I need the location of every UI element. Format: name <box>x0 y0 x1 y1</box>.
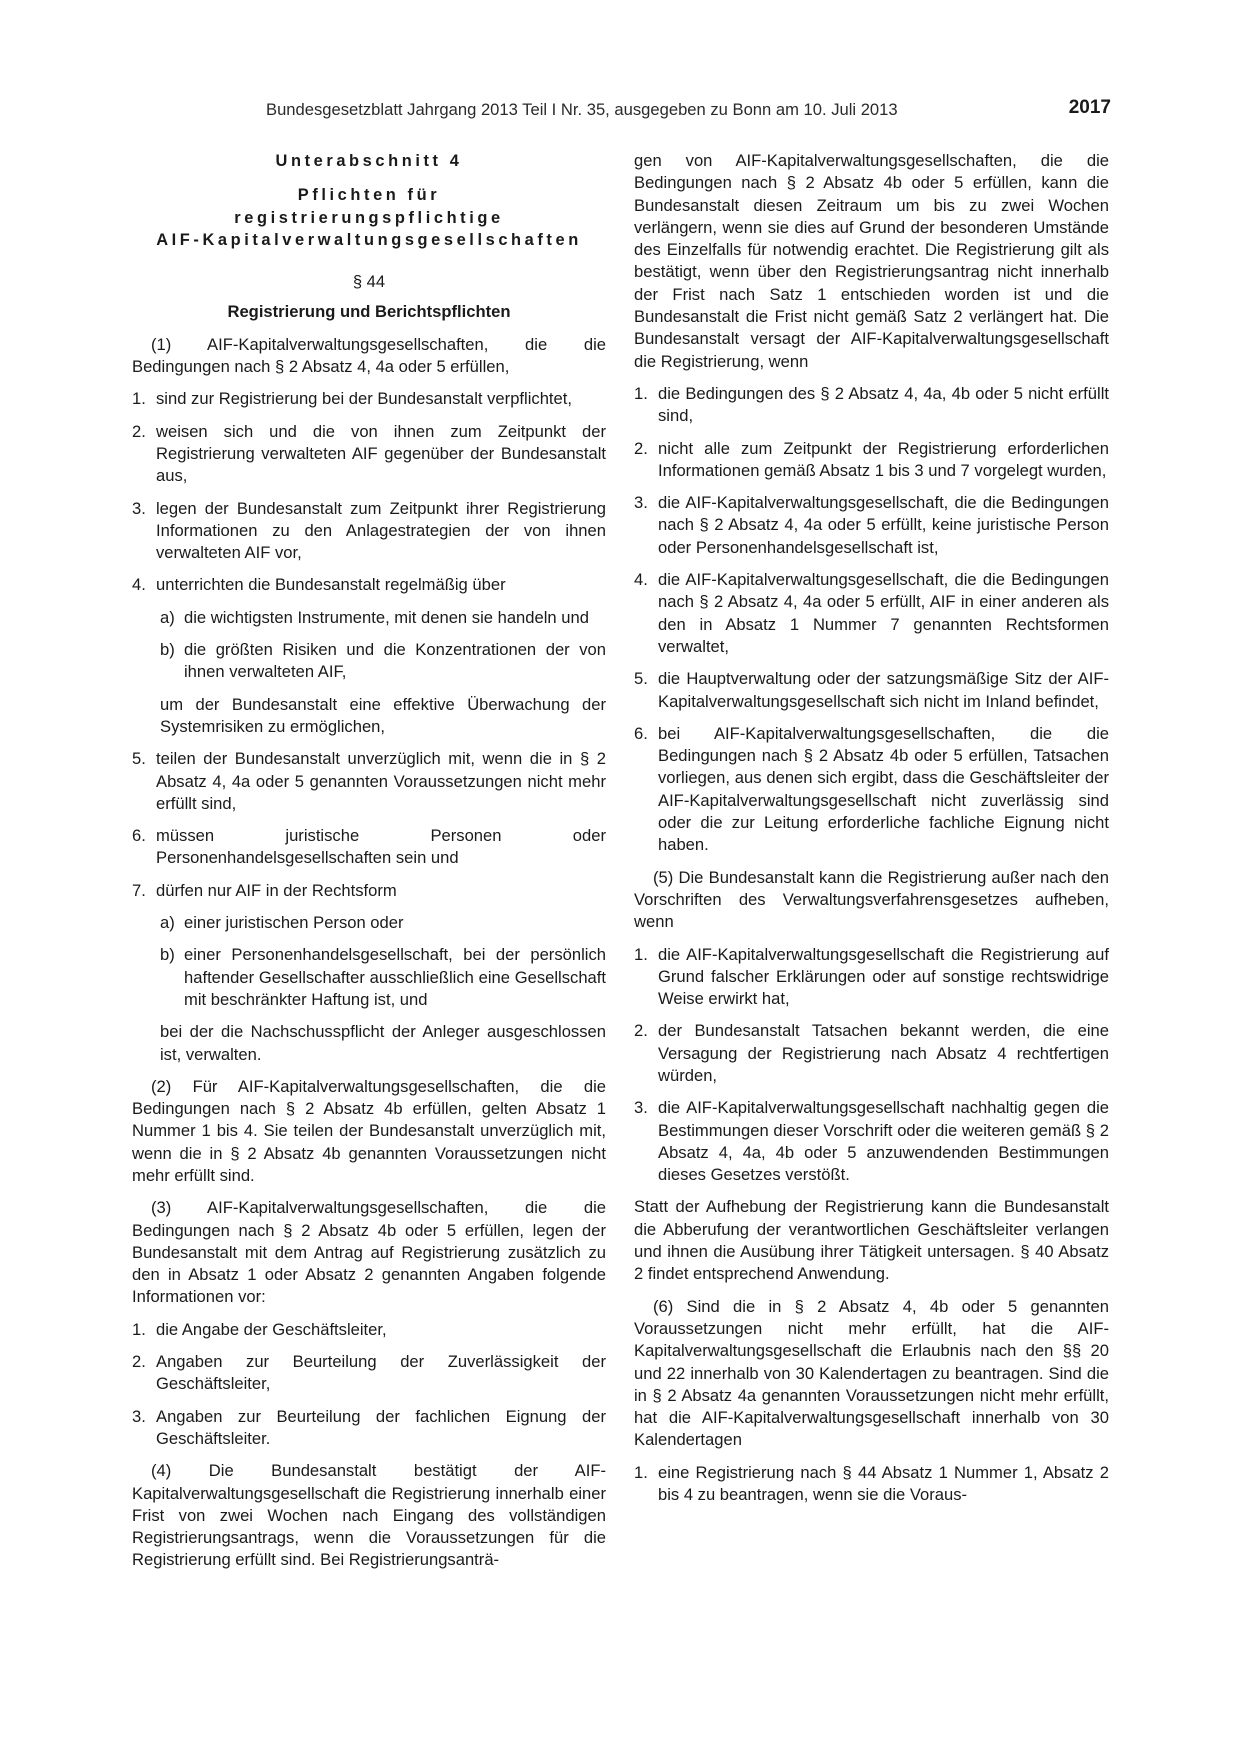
list-item <box>132 574 606 596</box>
list-item-number: 1. <box>634 1462 648 1482</box>
page-header <box>266 97 1111 126</box>
sub-list-item <box>160 607 606 629</box>
paragraph-5: (5) Die Bundesanstalt kann die Registrierung außer nach den Vorschriften des Verwaltungsverfahrensgesetzes aufheben, wenn <box>634 867 1109 932</box>
list-item-text: die Hauptverwaltung oder der satzungsmäßige Sitz der AIF-Kapitalverwaltungsgesellschaft sich nicht im Inland befindet, <box>658 669 1109 711</box>
list-item-number: 5. <box>132 749 146 769</box>
list-item-number: 5. <box>634 669 648 689</box>
header-title: Bundesgesetzblatt Jahrgang 2013 Teil I Nr. 35, ausgegeben zu Bonn am 10. Juli 2013 <box>266 100 898 119</box>
paragraph-2: (2) Für AIF-Kapitalverwaltungsgesellschaften, die die Bedingungen nach § 2 Absatz 4b erfüllen, gelten Absatz 1 Nummer 1 bis 4. Sie teilen der Bundesanstalt unverzüglich mit, wenn die in § 2 Absatz 4b genannten Voraussetzungen nicht mehr erfüllt sind. <box>132 1076 606 1185</box>
subsection-heading: Unterabschnitt 4 <box>275 152 463 170</box>
list-item <box>634 438 1109 483</box>
list-item <box>132 421 606 488</box>
list-item-number: 7. <box>132 880 146 900</box>
list-item <box>634 383 1109 428</box>
list-item <box>132 388 606 410</box>
paragraph-4: (4) Die Bundesanstalt bestätigt der AIF-Kapitalverwaltungsgesellschaft die Registrierung innerhalb einer Frist von zwei Wochen nach Eingang des vollständigen Registrierungsantrags, wenn die Voraussetzungen für die Registrierung erfüllt sind. Bei Registrierungsanträ- <box>132 1461 606 1570</box>
list-item-text: dürfen nur AIF in der Rechtsform <box>156 880 397 900</box>
list-item <box>634 723 1109 857</box>
list-item-text: müssen juristische Personen oder Personenhandelsgesellschaften sein und <box>156 826 606 868</box>
list-item-text: die wichtigsten Instrumente, mit denen sie handeln und <box>184 607 589 627</box>
list-item-number: 1. <box>132 389 146 409</box>
list-item-number: 3. <box>634 1098 648 1118</box>
list-item-number: 1. <box>634 383 648 403</box>
item-7-continuation: bei der die Nachschusspflicht der Anleger ausgeschlossen ist, verwalten. <box>160 1022 606 1064</box>
list-item-text: die Angabe der Geschäftsleiter, <box>156 1319 387 1339</box>
list-item-text: unterrichten die Bundesanstalt regelmäßig über <box>156 575 506 595</box>
paragraph-4-continuation: gen von AIF-Kapitalverwaltungsgesellschaften, die die Bedingungen nach § 2 Absatz 4b oder 5 erfüllen, kann die Bundesanstalt diesen Zeitraum um bis zu zwei Wochen verlängern, wenn sie dies auf Grund der besonderen Umstände des Einzelfalls für notwendig erachtet. Die Registrierung gilt als bestätigt, wenn über den Registrierungsantrag nicht innerhalb der Frist nach Satz 1 entschieden worden ist und die Bundesanstalt die Frist nicht gemäß Satz 2 verlängert hat. Die Bundesanstalt versagt der AIF-Kapitalverwaltungsgesellschaft die Registrierung, wenn <box>634 151 1109 371</box>
page-number: 2017 <box>1068 97 1111 118</box>
subsection-title-line-1: Pflichten für <box>297 186 441 205</box>
list-item-number: a) <box>160 913 175 933</box>
subsection-title-line-2: registrierungspflichtige <box>234 208 504 227</box>
list-item <box>634 944 1109 1011</box>
paragraph-6: (6) Sind die in § 2 Absatz 4, 4b oder 5 genannten Voraussetzungen nicht mehr erfüllt, hat die AIF-Kapitalverwaltungsgesellschaft die Erlaubnis nach den §§ 20 und 22 innerhalb von 30 Kalendertagen zu beantragen. Sind die in § 2 Absatz 4a genannten Voraussetzungen nicht mehr erfüllt, hat die AIF-Kapitalverwaltungsgesellschaft innerhalb von 30 Kalendertagen <box>634 1296 1109 1450</box>
paragraph-5-continuation: Statt der Aufhebung der Registrierung kann die Bundesanstalt die Abberufung der verantwortlichen Geschäftsleiter verlangen und ihnen die Ausübung ihrer Tätigkeit untersagen. § 40 Absatz 2 findet entsprechend Anwendung. <box>634 1197 1109 1284</box>
list-item <box>132 1406 606 1451</box>
list-item-number: 3. <box>132 1406 146 1426</box>
list-item <box>132 498 606 565</box>
list-item-text: die AIF-Kapitalverwaltungsgesellschaft, die die Bedingungen nach § 2 Absatz 4, 4a oder 5 erfüllt, AIF in einer anderen als den in Absatz 1 Nummer 7 genannten Rechtsformen verwaltet, <box>658 570 1109 656</box>
list-item <box>132 880 606 902</box>
list-item-number: 1. <box>634 944 648 964</box>
list-item <box>634 1020 1109 1087</box>
list-item <box>634 569 1109 658</box>
list-item <box>132 1319 606 1341</box>
list-item-number: 2. <box>132 1352 146 1372</box>
list-item-text: bei AIF-Kapitalverwaltungsgesellschaften, die die Bedingungen nach § 2 Absatz 4b oder 5 erfüllen, Tatsachen vorliegen, aus denen sich ergibt, dass die Geschäftsleiter der AIF-Kapitalverwaltungsgesellschaft nicht zuverlässig sind oder die zur Leitung erforderliche fachliche Eignung nicht haben. <box>658 723 1109 855</box>
list-item-number: 2. <box>634 438 648 458</box>
list-item <box>132 825 606 870</box>
list-item-number: 1. <box>132 1319 146 1339</box>
list-item-text: legen der Bundesanstalt zum Zeitpunkt ihrer Registrierung Informationen zu den Anlagestrategien der von ihnen verwalteten AIF vor, <box>156 498 606 563</box>
list-item <box>634 668 1109 713</box>
list-item-number: 6. <box>132 826 146 846</box>
list-item <box>132 1351 606 1396</box>
sub-list-item <box>160 639 606 684</box>
paragraph-3: (3) AIF-Kapitalverwaltungsgesellschaften, die die Bedingungen nach § 2 Absatz 4b oder 5 erfüllen, legen der Bundesanstalt mit dem Antrag auf Registrierung zusätzlich zu den in Absatz 1 oder Absatz 2 genannten Angaben folgende Informationen vor: <box>132 1198 606 1307</box>
section-title: Registrierung und Berichtspflichten <box>227 302 511 322</box>
list-item-text: die größten Risiken und die Konzentrationen der von ihnen verwalteten AIF, <box>184 640 606 682</box>
list-item-text: teilen der Bundesanstalt unverzüglich mit, wenn die in § 2 Absatz 4, 4a oder 5 genannten Voraussetzungen nicht mehr erfüllt sind, <box>156 749 606 813</box>
list-item-number: 6. <box>634 723 648 743</box>
list-item-text: eine Registrierung nach § 44 Absatz 1 Nummer 1, Absatz 2 bis 4 zu beantragen, wenn sie die Voraus- <box>658 1462 1109 1505</box>
list-item <box>634 492 1109 559</box>
sub-list-item <box>160 944 606 1011</box>
list-item-text: der Bundesanstalt Tatsachen bekannt werden, die eine Versagung der Registrierung nach Absatz 4 rechtfertigen würden, <box>658 1021 1109 1085</box>
paragraph-1: (1) AIF-Kapitalverwaltungsgesellschaften, die die Bedingungen nach § 2 Absatz 4, 4a oder 5 erfüllen, <box>132 334 606 377</box>
section-number: § 44 <box>352 272 386 292</box>
list-item-text: Angaben zur Beurteilung der Zuverlässigkeit der Geschäftsleiter, <box>156 1352 606 1394</box>
list-item-text: weisen sich und die von ihnen zum Zeitpunkt der Registrierung verwalteten AIF gegenüber der Bundesanstalt aus, <box>156 421 606 486</box>
list-item <box>634 1097 1109 1186</box>
list-item-text: die AIF-Kapitalverwaltungsgesellschaft nachhaltig gegen die Bestimmungen dieser Vorschrift oder die weiteren gemäß § 2 Absatz 4, 4a, 4b oder 5 anzuwendenden Bestimmungen dieses Gesetzes verstößt. <box>658 1098 1109 1185</box>
list-item-text: Angaben zur Beurteilung der fachlichen Eignung der Geschäftsleiter. <box>156 1406 606 1448</box>
list-item-number: b) <box>160 640 175 660</box>
list-item-number: b) <box>160 945 175 965</box>
left-column <box>132 150 606 1582</box>
right-column <box>634 150 1109 1516</box>
subsection-title-line-3: AIF-Kapitalverwaltungsgesellschaften <box>156 230 582 249</box>
list-item-number: a) <box>160 607 175 627</box>
list-item-number: 4. <box>634 570 648 590</box>
list-item <box>132 748 606 815</box>
list-item-text: einer Personenhandelsgesellschaft, bei der persönlich haftender Gesellschafter ausschließlich eine Gesellschaft mit beschränkter Haftung ist, und <box>184 945 606 1009</box>
list-item-number: 2. <box>634 1021 648 1041</box>
list-item-text: die AIF-Kapitalverwaltungsgesellschaft die Registrierung auf Grund falscher Erklärungen oder auf sonstige rechtswidrige Weise erwirkt hat, <box>658 944 1109 1009</box>
list-item-text: nicht alle zum Zeitpunkt der Registrierung erforderlichen Informationen gemäß Absatz 1 bis 3 und 7 vorgelegt wurden, <box>658 438 1109 480</box>
item-4-continuation: um der Bundesanstalt eine effektive Überwachung der Systemrisiken zu ermöglichen, <box>160 694 606 736</box>
list-item <box>634 1462 1109 1507</box>
list-item-number: 4. <box>132 575 146 595</box>
sub-list-item <box>160 912 606 934</box>
list-item-number: 3. <box>634 493 648 513</box>
list-item-text: einer juristischen Person oder <box>184 913 404 933</box>
list-item-text: sind zur Registrierung bei der Bundesanstalt verpflichtet, <box>156 389 572 409</box>
list-item-number: 3. <box>132 498 146 518</box>
list-item-text: die AIF-Kapitalverwaltungsgesellschaft, die die Bedingungen nach § 2 Absatz 4, 4a oder 5 erfüllt, keine juristische Person oder Personenhandelsgesellschaft ist, <box>658 493 1109 557</box>
list-item-text: die Bedingungen des § 2 Absatz 4, 4a, 4b oder 5 nicht erfüllt sind, <box>658 383 1109 426</box>
list-item-number: 2. <box>132 421 146 441</box>
